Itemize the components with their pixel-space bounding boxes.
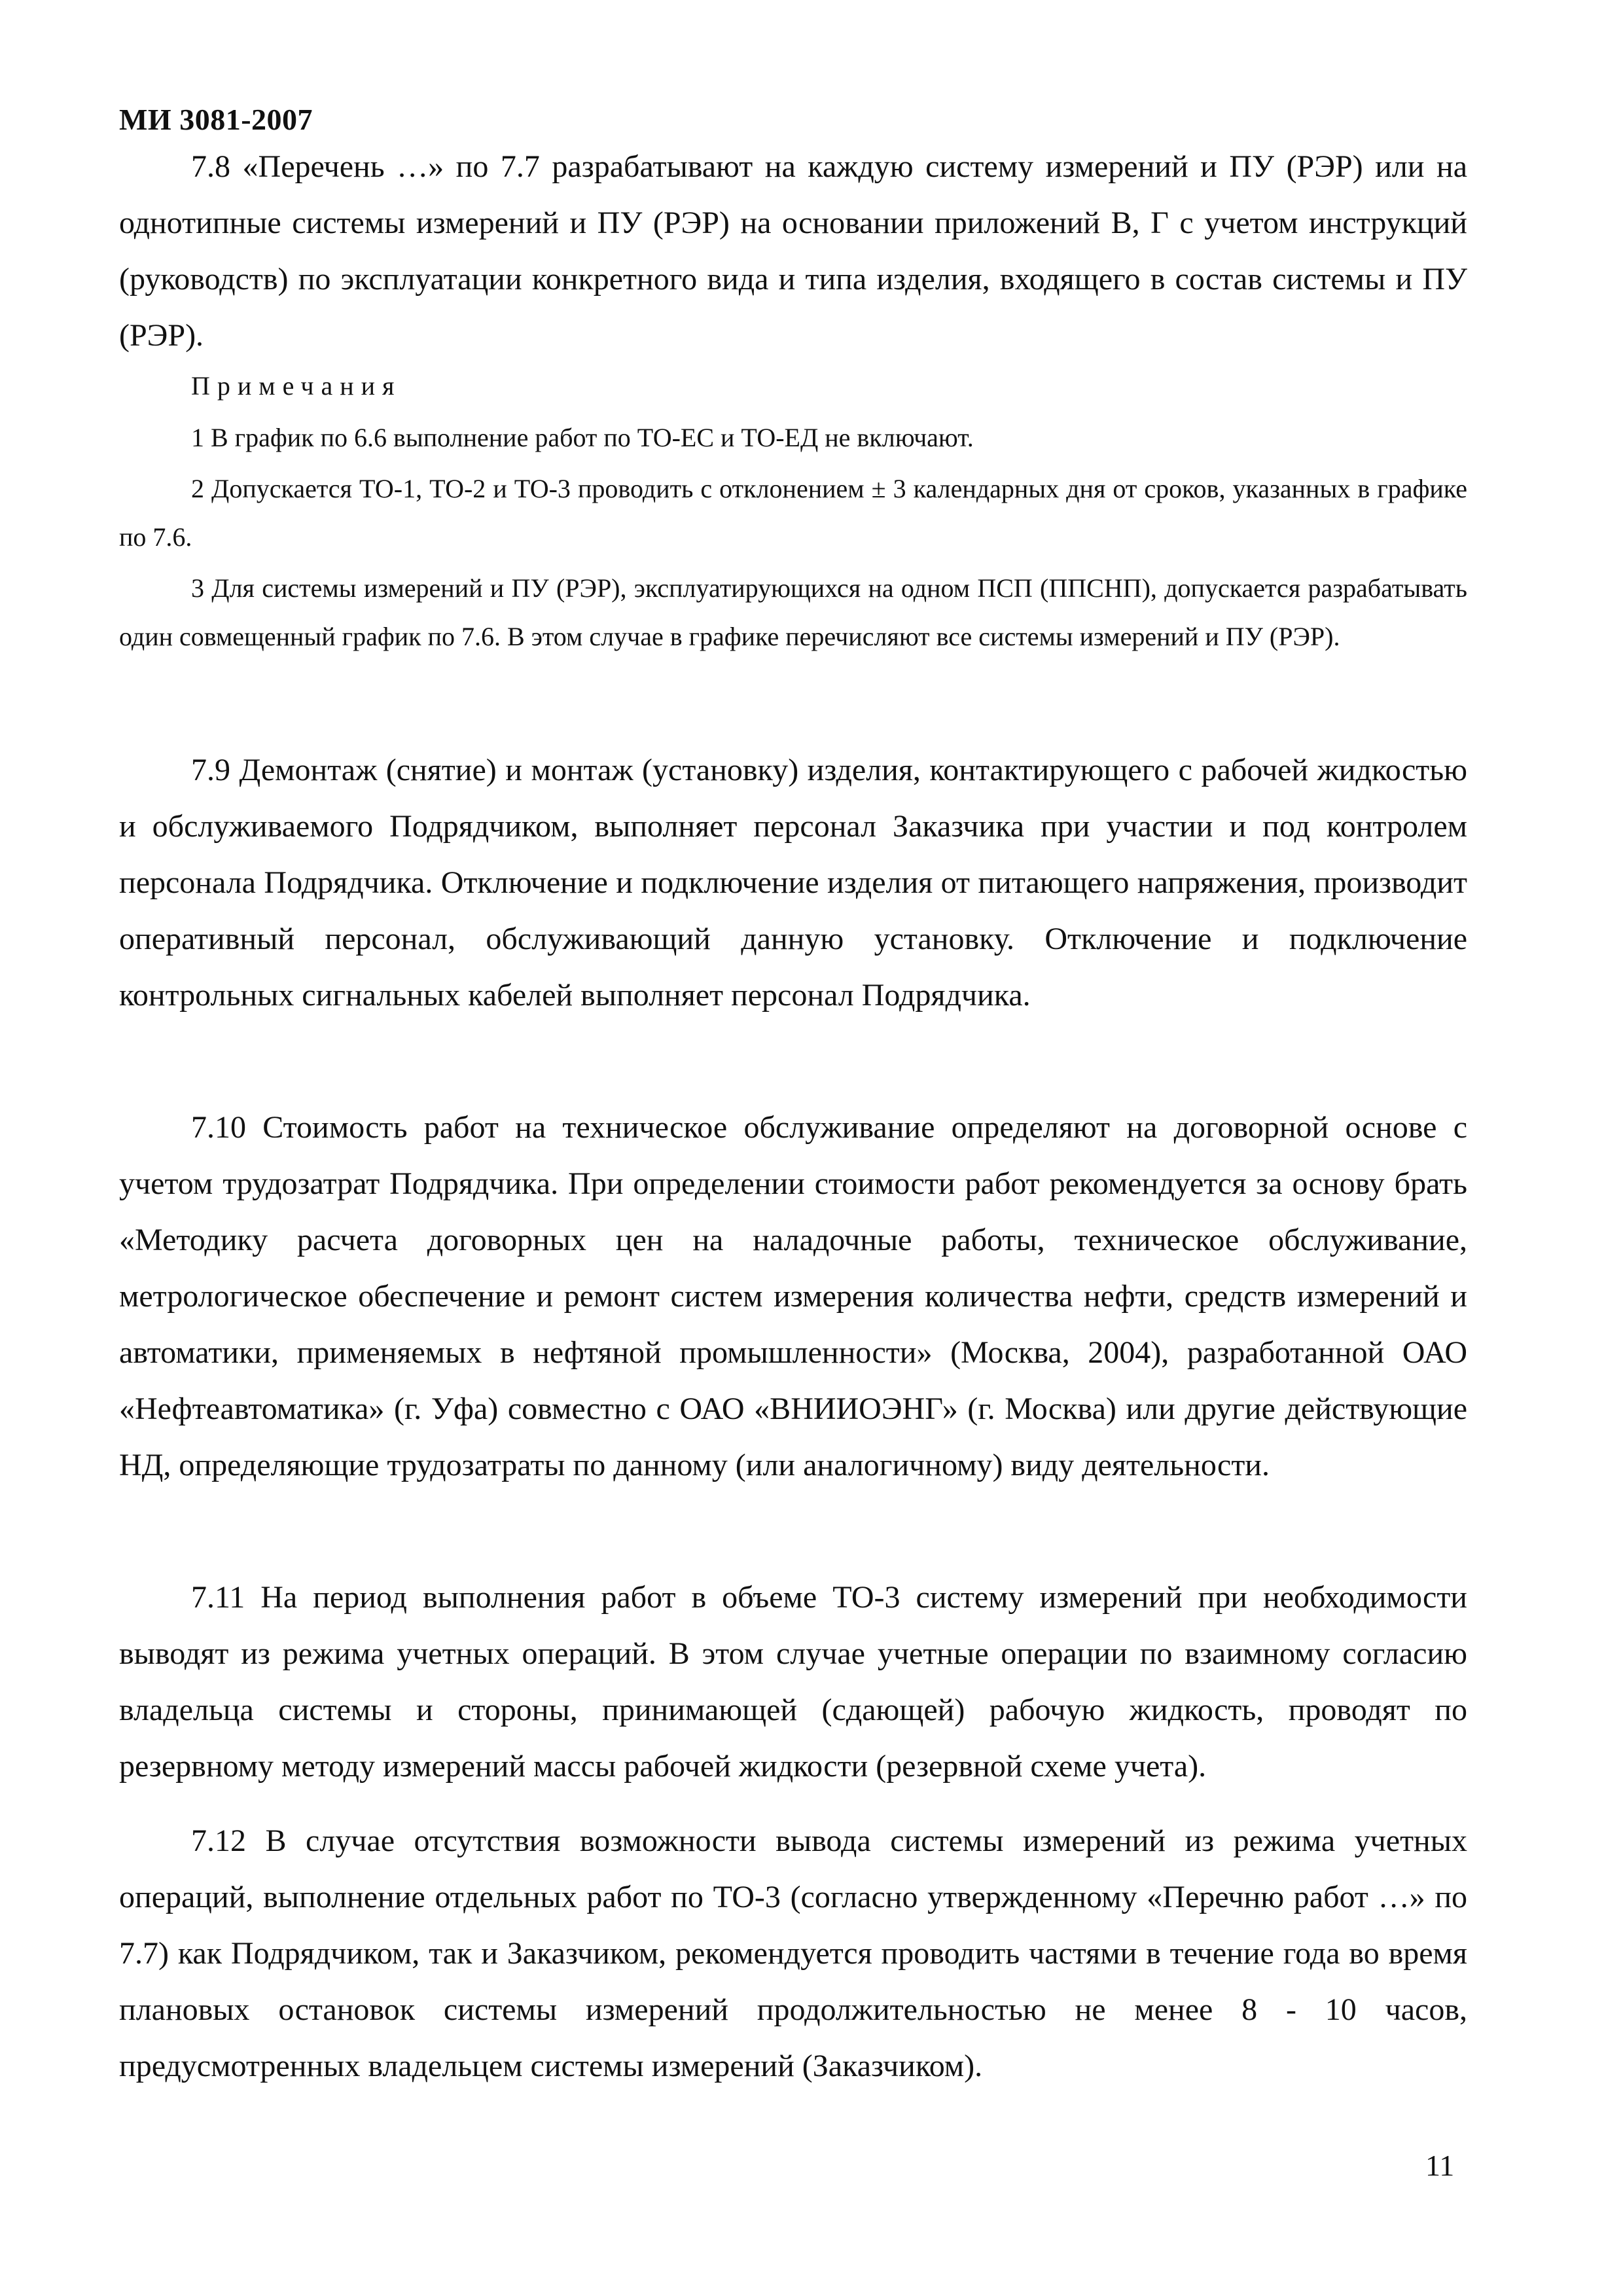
note-1: 1 В график по 6.6 выполнение работ по ТО-ЕС и ТО-ЕД не включают. — [191, 423, 974, 452]
paragraph-7-9: 7.9 Демонтаж (снятие) и монтаж (установку) изделия, контактирующего с рабочей жидкостью и обслуживаемого Подрядчиком, выполняет персонал Заказчика при участии и под контролем персонала Подрядчика. Отключение и подключение изделия от питающего напряжения, производит оперативный персонал, обслуживающий данную установку. Отключение и подключение контрольных сигнальных кабелей выполняет персонал Подрядчика. — [119, 753, 1467, 1013]
note-3: 3 Для системы измерений и ПУ (РЭР), эксплуатирующихся на одном ПСП (ППСНП), допускается разрабатывать один совмещенный график по 7.6. В этом случае в графике перечисляют все системы измерений и ПУ (РЭР). — [119, 573, 1467, 651]
paragraph-7-12: 7.12 В случае отсутствия возможности вывода системы измерений из режима учетных операций, выполнение отдельных работ по ТО-3 (согласно утвержденному «Перечню работ …» по 7.7) как Подрядчиком, так и Заказчиком, рекомендуется проводить частями в течение года во время плановых остановок системы измерений продолжительностью не менее 8 - 10 часов, предусмотренных владельцем системы измерений (Заказчиком). — [119, 1823, 1467, 2083]
page-number: 11 — [1425, 2149, 1455, 2182]
note-2: 2 Допускается ТО-1, ТО-2 и ТО-3 проводить с отклонением ± 3 календарных дня от сроков, указанных в графике по 7.6. — [119, 474, 1467, 552]
notes-heading: Примечания — [191, 371, 402, 401]
document-code: МИ 3081-2007 — [119, 103, 313, 136]
paragraph-7-8: 7.8 «Перечень …» по 7.7 разрабатывают на каждую систему измерений и ПУ (РЭР) или на однотипные системы измерений и ПУ (РЭР) на основании приложений В, Г с учетом инструкций (руководств) по эксплуатации конкретного вида и типа изделия, входящего в состав системы и ПУ (РЭР). — [119, 149, 1467, 353]
paragraph-7-11: 7.11 На период выполнения работ в объеме ТО-3 систему измерений при необходимости выводят из режима учетных операций. В этом случае учетные операции по взаимному согласию владельца системы и стороны, принимающей (сдающей) рабочую жидкость, проводят по резервному методу измерений массы рабочей жидкости (резервной схеме учета). — [119, 1580, 1467, 1784]
paragraph-7-10: 7.10 Стоимость работ на техническое обслуживание определяют на договорной основе с учетом трудозатрат Подрядчика. При определении стоимости работ рекомендуется за основу брать «Методику расчета договорных цен на наладочные работы, техническое обслуживание, метрологическое обеспечение и ремонт систем измерения количества нефти, средств измерений и автоматики, применяемых в нефтяной промышленности» (Москва, 2004), разработанной ОАО «Нефтеавтоматика» (г. Уфа) совместно с ОАО «ВНИИОЭНГ» (г. Москва) или другие действующие НД, определяющие трудозатраты по данному (или аналогичному) виду деятельности. — [119, 1110, 1467, 1482]
